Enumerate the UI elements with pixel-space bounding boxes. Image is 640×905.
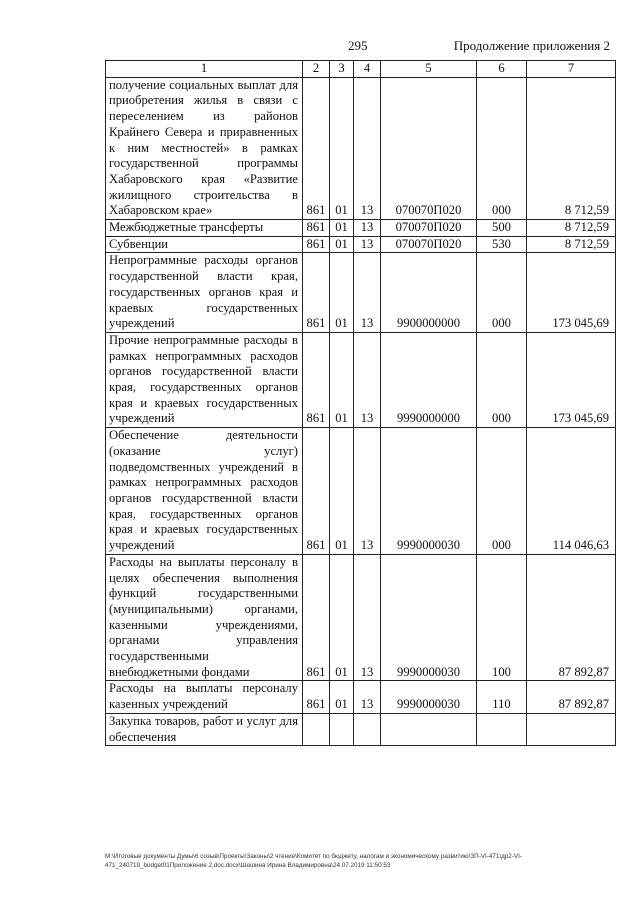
row-name: Непрограммные расходы органов государственной власти края, государственных органов края и краевых государственных учреждений [106, 253, 303, 333]
cell-amount: 114 046,63 [527, 428, 616, 555]
budget-table [105, 60, 616, 746]
cell-ministry: 861 [303, 77, 330, 219]
cell-ministry: 861 [303, 681, 330, 713]
table-row [106, 77, 616, 219]
cell-amount: 8 712,59 [527, 77, 616, 219]
cell-target-article: 070070П020 [381, 77, 477, 219]
cell-target-article: 9990000000 [381, 332, 477, 427]
cell-section: 01 [330, 236, 354, 253]
cell-ministry: 861 [303, 428, 330, 555]
cell-target-article: 070070П020 [381, 220, 477, 237]
cell-amount: 8 712,59 [527, 220, 616, 237]
cell-ministry [303, 713, 330, 745]
cell-amount: 87 892,87 [527, 681, 616, 713]
cell-expense-type: 000 [477, 77, 527, 219]
cell-ministry: 861 [303, 236, 330, 253]
table-row [106, 428, 616, 555]
continuation-label: Продолжение приложения 2 [453, 38, 610, 53]
table-row [106, 236, 616, 253]
cell-expense-type: 100 [477, 554, 527, 681]
cell-expense-type: 110 [477, 681, 527, 713]
row-name: Прочие непрограммные расходы в рамках непрограммных расходов органов государственной власти края, государственных органов края и краевых государственных учреждений [106, 332, 303, 427]
cell-amount: 173 045,69 [527, 332, 616, 427]
header-row [106, 61, 616, 78]
cell-expense-type: 500 [477, 220, 527, 237]
cell-section: 01 [330, 77, 354, 219]
table-row [106, 681, 616, 713]
cell-amount: 8 712,59 [527, 236, 616, 253]
cell-amount: 173 045,69 [527, 253, 616, 333]
row-name: Обеспечение деятельности (оказание услуг) подведомственных учреждений в рамках непрограммных расходов органов государственной власти края, государственных органов края и краевых государственных учреждений [106, 428, 303, 555]
cell-subsection: 13 [354, 220, 381, 237]
cell-section: 01 [330, 220, 354, 237]
cell-expense-type: 000 [477, 253, 527, 333]
page-number: 295 [348, 38, 368, 53]
table-row [106, 253, 616, 333]
cell-section [330, 713, 354, 745]
column-header: 5 [381, 61, 477, 78]
cell-subsection: 13 [354, 428, 381, 555]
table-row [106, 713, 616, 745]
cell-target-article: 9900000000 [381, 253, 477, 333]
table-row [106, 554, 616, 681]
row-name: Межбюджетные трансферты [106, 220, 303, 237]
cell-ministry: 861 [303, 253, 330, 333]
cell-target-article: 9990000030 [381, 681, 477, 713]
row-name: Закупка товаров, работ и услуг для обеспечения [106, 713, 303, 745]
row-name: Расходы на выплаты персоналу казенных учреждений [106, 681, 303, 713]
cell-target-article [381, 713, 477, 745]
cell-subsection [354, 713, 381, 745]
cell-subsection: 13 [354, 77, 381, 219]
cell-ministry: 861 [303, 220, 330, 237]
column-header: 2 [303, 61, 330, 78]
column-header: 6 [477, 61, 527, 78]
row-name: Субвенции [106, 236, 303, 253]
cell-target-article: 9990000030 [381, 554, 477, 681]
column-header: 4 [354, 61, 381, 78]
cell-subsection: 13 [354, 681, 381, 713]
row-name: Расходы на выплаты персоналу в целях обеспечения выполнения функций государственными (муниципальными) органами, казенными учреждениями, органами управления государственными внебюджетными фондами [106, 554, 303, 681]
cell-ministry: 861 [303, 554, 330, 681]
column-header: 7 [527, 61, 616, 78]
cell-expense-type: 000 [477, 332, 527, 427]
column-header: 3 [330, 61, 354, 78]
cell-target-article: 070070П020 [381, 236, 477, 253]
cell-section: 01 [330, 332, 354, 427]
cell-subsection: 13 [354, 253, 381, 333]
cell-expense-type: 530 [477, 236, 527, 253]
cell-section: 01 [330, 253, 354, 333]
cell-section: 01 [330, 681, 354, 713]
table-row [106, 332, 616, 427]
cell-expense-type: 000 [477, 428, 527, 555]
cell-section: 01 [330, 428, 354, 555]
cell-amount [527, 713, 616, 745]
column-header: 1 [106, 61, 303, 78]
cell-expense-type [477, 713, 527, 745]
cell-subsection: 13 [354, 332, 381, 427]
cell-ministry: 861 [303, 332, 330, 427]
cell-section: 01 [330, 554, 354, 681]
cell-target-article: 9990000030 [381, 428, 477, 555]
footer-file-path: M:\Итоговые документы Думы\6 созыв\Проекты\Законы\2 чтение\Комитет по бюджету, налогам и экономическому развитию\ЗП-VI-471\др2-VI-471_240719_budget01Приложение 2.doc.docx\Шешина Ирина Владимировна\24.07.2019 11:50:53 [105, 853, 522, 869]
cell-subsection: 13 [354, 554, 381, 681]
table-row [106, 220, 616, 237]
row-name: получение социальных выплат для приобретения жилья в связи с переселением из районов Крайнего Севера и приравненных к ним местностей» в рамках государственной программы Хабаровского края «Развитие жилищного строительства в Хабаровском крае» [106, 77, 303, 219]
cell-amount: 87 892,87 [527, 554, 616, 681]
cell-subsection: 13 [354, 236, 381, 253]
